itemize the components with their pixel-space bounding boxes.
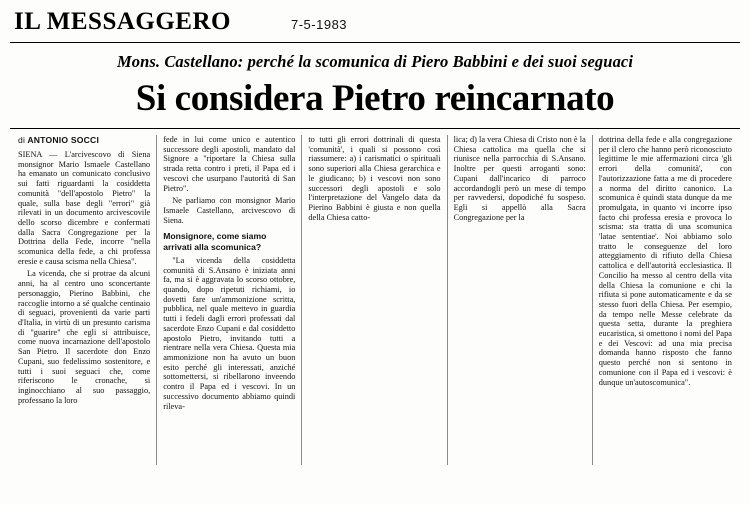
paragraph: to tutti gli errori dottrinali di questa 'comunità', i quali si possono così riassumere: a) i carismatici o spirituali sono superiori alla Chiesa gerarchica e le giudicano; b) i vescovi non sono successori degli apostoli e solo l'interpretazione del Vangelo data da Pierino Babbini è giusta e non quella della Chiesa catto- xyxy=(308,135,441,222)
article-column-3 xyxy=(302,135,447,465)
masthead xyxy=(0,0,750,38)
interview-question: Monsignore, come siamo arrivati alla scomunica? xyxy=(163,231,267,252)
article-column-4 xyxy=(448,135,593,465)
paragraph: fede in lui come unico e autentico successore degli apostoli, mandato dal Signore a "riportare la Chiesa sulla strada retta contro i preti, il Papa ed i vescovi che usurpano l'autorità di San Pietro". xyxy=(163,135,296,193)
paragraph: lica; d) la vera Chiesa di Cristo non è la Chiesa cattolica ma quella che si riunisce nella parrocchia di S.Ansano. Inoltre per questi arroganti sono: Cupani dall'incarico di parroco accordandogli però un mese di tempo per ravvedersi, dopodiché fu sospeso. Egli si appellò alla Sacra Congregazione per la xyxy=(453,135,586,222)
article-kicker: Mons. Castellano: perché la scomunica di Piero Babbini e dei suoi seguaci xyxy=(116,52,634,71)
byline-author: ANTONIO SOCCI xyxy=(27,135,100,145)
paragraph: SIENA — L'arcivescovo di Siena monsignor Mario Ismaele Castellano ha emanato un comunicato conclusivo sui fatti riguardanti la cosiddetta comunità "dell'apostolo Pietro" la quale, sulla base degli "errori" già rilevati in un documento arcivescovile dello scorso dicembre e confermati dalla Sacra Congregazione per la Dottrina della Fede, incorre "nella scomunica della fede, a chi professa eresie e causa scisma nella Chiesa". xyxy=(18,150,151,266)
paragraph: "La vicenda della cosiddetta comunità di S.Ansano è iniziata anni fa, ma si è aggravata lo scorso ottobre, quando, dopo ripetuti richiami, io dovetti fare un'ammonizione scritta, pubblica, nel quale mettevo in guardia tutti i fedeli dagli errori professati dal sacerdote Enzo Cupani e dal cosiddetto apostolo Pietro, invitando tutti a rientrare nella vera Chiesa. Questa mia ammonizione non ha avuto un buon esito perché gli interessati, anziché sottomettersi, si ribellarono inveendo contro il Papa ed i vescovi. In un successivo documento abbiamo quindi rileva- xyxy=(163,255,296,411)
article-column-2 xyxy=(157,135,302,465)
article-column-1 xyxy=(12,135,157,465)
byline xyxy=(18,135,150,145)
paragraph: dottrina della fede e alla congregazione per il clero che hanno però riconosciuto legittime le mie affermazioni circa 'gli errori della comunità', con l'autorizzazione fatta a me di procedere a norma del diritto canonico. La scomunica è quindi stata dunque da me promulgata, in quanto vi incorre ipso facto chi professa eresia e provoca lo scisma: sta tratta di una scomunica 'latae sententiae'. Noi abbiamo solo tratto le conseguenze del loro atteggiamento di rifiuto della Chiesa cattolica e dell'autorità ecclesiastica. Il Concilio ha messo al centro della vita della Chiesa la comunione e chi la rifiuta si pone automaticamente e da se stesso fuori della Chiesa. Per esempio, da tempo nelle Messe celebrate da questa setta, durante la preghiera eucaristica, si omettono i nomi del Papa e dei Vescovi: ad una mia precisa domanda hanno risposto che fanno questo perché non si sentono in comunione con il Papa ed i vescovi: è dunque un'autoscomunica". xyxy=(598,135,732,387)
paragraph: La vicenda, che si protrae da alcuni anni, ha al centro uno sconcertante personaggio, Pierino Babbini, che raccoglie intorno a sé qualche centinaio di seguaci, provenienti da varie parti d'Italia, in virtù di un presunto carisma di "guarire" che egli si attribuisce, come nuova incarnazione dell'apostolo San Pietro. Il sacerdote don Enzo Cupani, suo fedelissimo sostenitore, e tutti i suoi seguaci che, come riferiscono le cronache, si inginocchiano al suo passaggio, professano la loro xyxy=(18,269,151,405)
issue-date: 7-5-1983 xyxy=(290,17,348,32)
article-headline: Si considera Pietro reincarnato xyxy=(135,78,615,119)
article-column-5 xyxy=(593,135,738,465)
paragraph: Ne parliamo con monsignor Mario Ismaele Castellano, arcivescovo di Siena. xyxy=(163,196,296,225)
newspaper-title: IL MESSAGGERO xyxy=(14,8,231,35)
byline-prefix: di xyxy=(18,135,26,145)
article-columns xyxy=(0,129,750,465)
